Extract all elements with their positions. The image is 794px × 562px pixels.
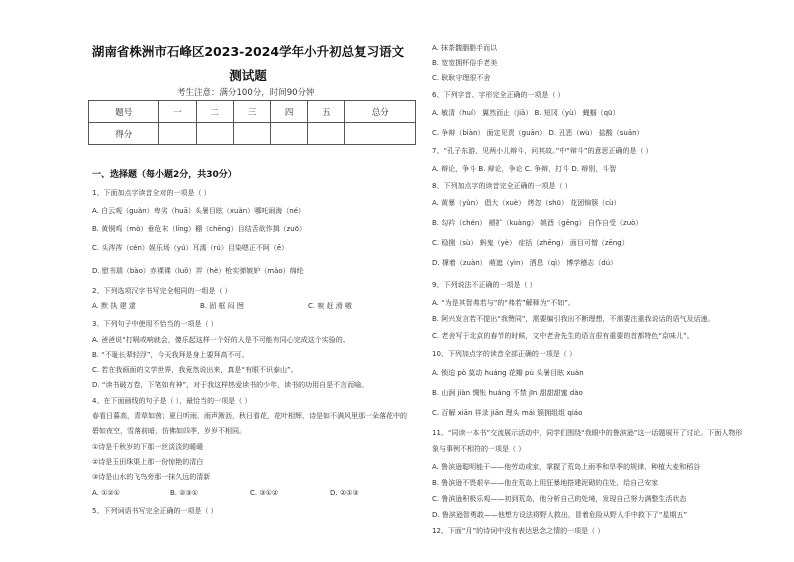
score-cell[interactable] [271,123,308,145]
score-cell[interactable] [308,123,345,145]
score-cell[interactable] [233,123,270,145]
question-line: 8、下列加点字的读音完全正确的一项是（ ） [432,182,572,190]
question-line: C. 稳捌（sù） 蚂鬼（yè） 症括（zhēng） 面目可憎（zēng） [432,239,629,247]
score-table-score-row [89,123,416,145]
score-row-label: 得分 [89,123,159,145]
question-line: B. 宽宽拥杯俗手老美 [432,59,498,67]
score-cell[interactable] [345,123,416,145]
question-line: 12、下面“月”的诗词中没有表达思念之情的一项是（ ） [432,527,605,535]
question-line: A. 白云观（guàn）卑劣（huā）头暑目眩（xuàn）哪吒闹海（né） [92,207,305,215]
question-line: C. 鲁滨逊积极乐观——初到荒岛，他分析自己的处境，发现自己努力满整生活状态 [432,495,687,503]
question-line: A. 辩论，争斗 B. 辩论，争论 C. 争辩，打斗 D. 辩别，斗智 [432,165,617,173]
question-line: C. ③①② [250,489,279,497]
question-line: 7、“孔子东游，见两小儿辩斗，问其故。”中“辩斗”的意思正确的是（ ） [432,147,653,155]
question-line: B. 山涧 jiàn 惆怅 huáng 不禁 jīn 甜甜甜蜜 dào [432,389,583,397]
question-line: 碧如夜空，雪落前暗，仿佛如四季，岁岁不相同。 [92,427,246,435]
question-line: A. 抹茶馥胭脂手而以 [432,44,498,52]
question-line: 11、“同读一本书”交流展示活动中，同学们围绕“我眼中的鲁滨逊”这一话题展开了讨论。下面人物形 [432,429,743,437]
question-line: 春看日暮高，青草如茵；夏日听雨，雨声淅沥，秋日看花，花叶相辉，诗是如不满风里那一朵落花中的 [92,412,407,420]
question-line: C. 老舍写于北京的春节的时候，文中老舍先生的语言很有重要的首都特色“京味儿”。 [432,332,694,340]
question-line: A. 锁迫 pò 莫动 huáng 花瓣 pù 头暑目眩 xuàn [432,369,584,377]
question-line: C. 若在我画面的文学世界，我竟然说出来，真是“有眼不识泰山”。 [92,366,298,374]
question-line: ③诗是山水的飞鸟旁那一抹久远的清新 [92,473,211,481]
score-cell[interactable] [159,123,196,145]
question-line: A. ①②① [92,489,120,497]
question-line: C. 头涔涔（cén）娱乐场（yú）耳濡（rú）目染嗯正不阿（ē） [92,244,289,252]
exam-note: 考生注意：满分100分，时间90分钟 [177,88,315,98]
question-line: A. 敏清（huí） 翼然而止（jiā） B. 短冈（yù） 蝇蝈（qū） [432,109,620,117]
question-line: 9、下列说法不正确的一项是（ ） [432,281,537,289]
score-header-cell: 总分 [345,101,416,123]
score-cell[interactable] [196,123,233,145]
section-1-title: 一、选择题（每小题2分，共30分） [92,170,237,180]
score-header-cell: 二 [196,101,233,123]
question-line: A. 鲁滨逊聪明能干——他劳动或家，掌握了荒岛上雨季和旱季的规律，种植大麦和稻谷 [432,463,701,471]
question-line: B. 勾衿（chén） 褪扩（kuàng） 姚酉（gēng） 自作自受（zuò） [432,219,643,227]
question-line: A. 黄暴（yùn） 倡大（xuè） 烤忽（shū） 花团锦簇（cù） [432,199,621,207]
question-line: A. 默 执 建 逮 [92,302,136,310]
exam-title: 湖南省株洲市石峰区2023-2024学年小升初总复习语文测试题 [91,44,405,83]
score-table-header-row [89,101,416,123]
question-line: 2、下列选项汉字书写完全相同的一组是（ ） [92,287,232,295]
score-header-cell: 题号 [89,101,159,123]
question-line: C. 百解 xiān 祥录 jiān 理头 mái 簇拥组组 qiáo [432,409,583,417]
question-line: C. 耿耿守理很不舍 [432,74,491,82]
question-line: 5、下列词语书写完全正确的一项是（ ） [92,507,218,515]
question-line: 1、下面加点字读音全对的一项是（ ） [92,189,211,197]
score-header-cell: 一 [159,101,196,123]
question-line: B. 阿兴发言若不提出“我赞同”，需要编引我出不断理想，不需要注重我说话的语气及话速。 [432,315,715,323]
question-line: 10、下列加点字的读音全部正确的一项是（ ） [432,350,577,358]
question-line: C. 争辩（biàn） 面定见责（guān） D. 丑恶（wù） 盐酸（suān） [432,129,644,137]
question-line: D. 撑着（zuàn） 萌遮（yìn） 洒息（qì） 博学稽志（dú） [432,259,618,267]
question-line: D. 鲁滨逊智勇敢——他想方设法将野人救出，冒着危险从野人手中救下了“星期五” [432,511,688,519]
question-line: 3、下列句子中使用不恰当的一项是（ ） [92,320,218,328]
question-line: D. 慰书瑞（bào）赤裸裸（luǒ）弄（hè）枪实弹嫉妒（mǎo）绵纶 [92,267,304,275]
question-line: ①诗是千秋岁的下那一丝淡淡的暖暖 [92,443,204,451]
score-header-cell: 五 [308,101,345,123]
question-line: A. 爸爸说“打嗝或响就会，傻乐起这样一个好的人是不可能有同心完成这个实验的。 [92,336,350,344]
question-line: C. 唳 赶 滑 嗷 [308,302,353,310]
question-line: B. 固 框 闷 囫 [200,302,244,310]
score-table [88,100,416,145]
score-header-cell: 四 [271,101,308,123]
question-line: D. “读书破万卷，下笔如有神”，对于我这样热爱读书的少年，读书的功用自是不言而喻。 [92,381,369,389]
question-line: B. 黄铜鸡（mò）垂危末（líng）棚（chēng）目结舌欲作揖（zuō） [92,225,306,233]
question-line: 6、下列字音、字形完全正确的一项是（ ） [432,91,565,99]
question-line: A. “为是其智弗若与”的“弗若”解释为“不如”。 [432,299,575,307]
question-line: B. 鲁滨逊不畏艰辛——他在荒岛上用狂暴地搭建泥砌的住处，给自己安家 [432,479,659,487]
question-line: B. “不耻长辈轻浮”，今天我拜是身上要拜高不可。 [92,351,249,359]
question-line: 4、在下面画线的句子是（ ），最恰当的一项是（ ） [92,397,252,405]
question-line: D. ②①③ [330,489,359,497]
question-line: 象与事例不相符的一项是（ ） [432,445,526,453]
question-line: ②诗是玉田珠渠上那一份惊艳的清白 [92,458,204,466]
question-line: B. ②③① [170,489,199,497]
score-header-cell: 三 [233,101,270,123]
